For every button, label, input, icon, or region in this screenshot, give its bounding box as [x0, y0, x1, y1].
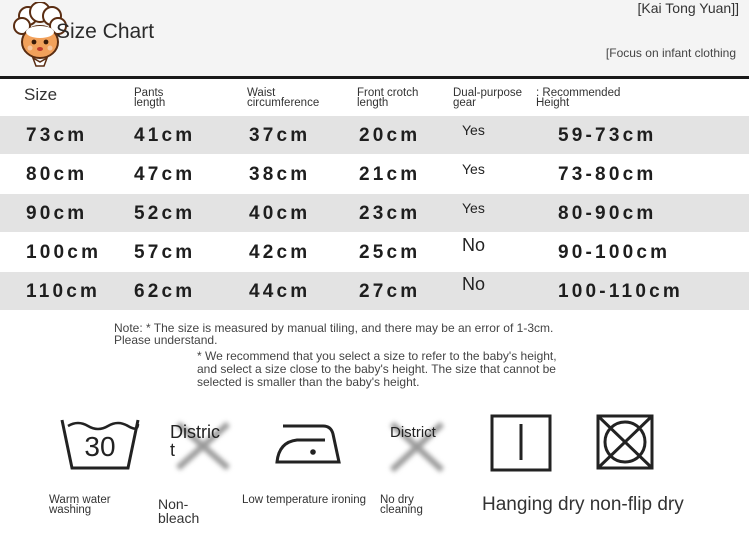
table-row — [0, 272, 749, 310]
no-tumble-dry-icon — [596, 414, 654, 470]
cell-pants: 41cm — [134, 125, 196, 146]
cell-waist: 42cm — [249, 242, 311, 263]
table-row — [0, 155, 749, 193]
cell-height: 59-73cm — [558, 125, 657, 146]
cell-size: 73cm — [26, 125, 88, 146]
district-label-a: Distric t — [170, 422, 220, 460]
cell-crotch: 27cm — [359, 281, 421, 302]
cell-size: 110cm — [26, 281, 101, 302]
cell-gear: Yes — [462, 161, 485, 177]
cell-waist: 38cm — [249, 164, 311, 185]
table-row — [0, 233, 749, 271]
cell-pants: 52cm — [134, 203, 196, 224]
cell-waist: 40cm — [249, 203, 311, 224]
wash-temperature: 30 — [84, 431, 116, 462]
wash-tub-icon — [58, 410, 142, 474]
cell-crotch: 21cm — [359, 164, 421, 185]
col-header-pants-length: Pants length — [134, 87, 166, 109]
cell-crotch: 25cm — [359, 242, 421, 263]
table-row — [0, 116, 749, 154]
col-header-waist: Waist circumference — [247, 87, 320, 109]
cell-waist: 44cm — [249, 281, 311, 302]
care-label-hang-dry: Hanging dry non-flip dry — [482, 494, 684, 515]
cell-waist: 37cm — [249, 125, 311, 146]
cell-gear: Yes — [462, 122, 485, 138]
cell-gear: No — [462, 235, 486, 255]
page-title: Size Chart — [56, 20, 155, 43]
cell-size: 80cm — [26, 164, 88, 185]
cell-crotch: 23cm — [359, 203, 421, 224]
col-header-size: Size — [24, 85, 58, 104]
brand-slogan: [Focus on infant clothing — [605, 46, 736, 60]
district-label-b: District — [390, 424, 436, 441]
size-recommendation-note: * We recommend that you select a size to refer to the baby's height, and select a size close to the baby's height. The size that cannot be selected is smaller than the baby's height. — [197, 349, 557, 389]
cell-pants: 62cm — [134, 281, 196, 302]
cell-crotch: 20cm — [359, 125, 421, 146]
cell-size: 100cm — [26, 242, 102, 263]
care-label-iron: Low temperature ironing — [242, 494, 367, 506]
cell-size: 90cm — [26, 203, 88, 224]
header-divider — [0, 76, 749, 79]
cell-gear: Yes — [462, 200, 485, 216]
iron-icon — [273, 418, 343, 466]
cell-height: 80-90cm — [558, 203, 657, 224]
measurement-note: Note: * The size is measured by manual tiling, and there may be an error of 1-3cm. Please understand. — [114, 321, 554, 347]
col-header-front-crotch: Front crotch length — [357, 87, 419, 109]
cell-height: 90-100cm — [558, 242, 671, 263]
header — [0, 0, 749, 76]
care-label-wash: Warm water washing — [49, 494, 111, 516]
cell-pants: 47cm — [134, 164, 196, 185]
care-label-dry-clean: No dry cleaning — [380, 494, 423, 516]
table-row — [0, 194, 749, 232]
col-header-recommended-height: : Recommended Height — [536, 87, 621, 109]
col-header-dual-gear: Dual-purpose gear — [453, 87, 523, 109]
care-label-bleach: Non- bleach — [158, 496, 200, 526]
brand-name: [Kai Tong Yuan]] — [637, 0, 739, 16]
cell-height: 73-80cm — [558, 164, 657, 185]
cell-height: 100-110cm — [558, 281, 683, 302]
hang-dry-icon — [490, 414, 552, 472]
cell-gear: No — [462, 274, 486, 294]
cell-pants: 57cm — [134, 242, 196, 263]
